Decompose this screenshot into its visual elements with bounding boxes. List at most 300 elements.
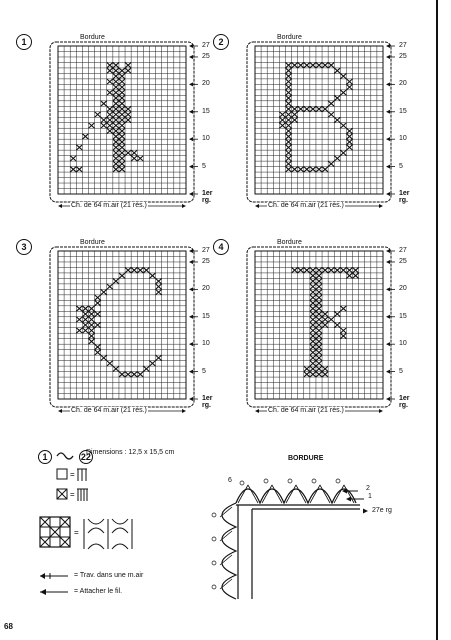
cross-stitch-cell (322, 366, 328, 371)
cross-stitch-cell (334, 117, 340, 122)
cross-stitch-cell (88, 123, 94, 128)
bordure-label: Bordure (80, 239, 105, 246)
cross-stitch-cell (88, 311, 94, 316)
cross-stitch-cell (107, 112, 113, 117)
cross-stitch-cell (82, 328, 88, 333)
cross-stitch-cell (119, 106, 125, 111)
row-label: 1er rg. (202, 190, 213, 204)
row-label: 5 (202, 367, 206, 375)
cross-stitch-cell (310, 106, 316, 111)
cross-stitch-cell (113, 167, 119, 172)
cross-stitch-cell (310, 300, 316, 305)
cross-stitch-cell (285, 79, 291, 84)
cross-stitch-cell (113, 156, 119, 161)
cross-stitch-cell (292, 117, 298, 122)
cross-stitch-cell (304, 366, 310, 371)
row-label: 5 (399, 367, 403, 375)
cross-stitch-cell (310, 311, 316, 316)
cross-stitch-cell (113, 112, 119, 117)
cross-stitch-cell (131, 156, 137, 161)
cross-stitch-cell (285, 156, 291, 161)
cross-stitch-cell (316, 322, 322, 327)
cross-stitch-cell (82, 306, 88, 311)
border-label-2: 2 (366, 485, 370, 492)
bordure-label: Bordure (277, 239, 302, 246)
cross-stitch-cell (88, 328, 94, 333)
cross-stitch-cell (292, 106, 298, 111)
cross-stitch-cell (310, 366, 316, 371)
cross-stitch-cell (310, 344, 316, 349)
cross-stitch-cell (88, 317, 94, 322)
cross-stitch-cell (113, 161, 119, 166)
cross-stitch-cell (119, 139, 125, 144)
cross-stitch-cell (310, 273, 316, 278)
chain-label: Ch. de 64 m.air (21 rés.) (268, 407, 344, 414)
cross-stitch-cell (119, 101, 125, 106)
cross-stitch-cell (340, 150, 346, 155)
cross-stitch-cell (340, 267, 346, 272)
cross-stitch-cell (82, 322, 88, 327)
cross-stitch-cell (316, 317, 322, 322)
cross-stitch-cell (119, 90, 125, 95)
row-label: 25 (202, 257, 210, 265)
cross-stitch-cell (310, 267, 316, 272)
cross-stitch-cell (143, 267, 149, 272)
cross-stitch-cell (340, 306, 346, 311)
row-label: 10 (399, 340, 407, 348)
cross-stitch-cell (113, 145, 119, 150)
cross-stitch-cell (107, 68, 113, 73)
cross-stitch-cell (328, 161, 334, 166)
cross-stitch-cell (298, 106, 304, 111)
cross-stitch-cell (156, 278, 162, 283)
cross-stitch-cell (113, 79, 119, 84)
cross-stitch-cell (125, 112, 131, 117)
svg-text:=: = (74, 528, 79, 537)
cross-stitch-cell (113, 62, 119, 67)
cross-stitch-cell (76, 328, 82, 333)
cross-stitch-cell (119, 145, 125, 150)
cross-stitch-cell (113, 95, 119, 100)
row-label: 27 (202, 42, 210, 49)
cross-stitch-cell (285, 101, 291, 106)
cross-stitch-cell (279, 112, 285, 117)
cross-stitch-cell (285, 95, 291, 100)
cross-stitch-cell (285, 123, 291, 128)
cross-stitch-cell (137, 267, 143, 272)
bordure-label: Bordure (80, 34, 105, 41)
chart-panel-2 (213, 34, 410, 234)
chain-label: Ch. de 64 m.air (21 rés.) (268, 202, 344, 209)
cross-stitch-cell (95, 300, 101, 305)
cross-stitch-cell (334, 68, 340, 73)
cross-stitch-cell (101, 117, 107, 122)
cross-stitch-cell (316, 300, 322, 305)
cross-stitch-cell (292, 62, 298, 67)
cross-stitch-cell (310, 289, 316, 294)
svg-text:=: = (70, 490, 75, 499)
row-label: 27 (399, 42, 407, 49)
cross-stitch-cell (101, 355, 107, 360)
row-label: 25 (202, 52, 210, 60)
row-label: 5 (399, 162, 403, 170)
range-indicator (38, 447, 93, 465)
cross-stitch-cell (310, 278, 316, 283)
cross-stitch-cell (82, 317, 88, 322)
cross-stitch-cell (353, 267, 359, 272)
cross-stitch-cell (316, 372, 322, 377)
cross-stitch-cell (119, 123, 125, 128)
cross-stitch-cell (304, 106, 310, 111)
cross-stitch-cell (322, 167, 328, 172)
cross-stitch-cell (131, 267, 137, 272)
cross-stitch-cell (88, 306, 94, 311)
legend (38, 443, 208, 613)
cross-stitch-cell (107, 117, 113, 122)
cross-stitch-cell (88, 333, 94, 338)
cross-stitch-cell (346, 273, 352, 278)
trav-text: = Trav. dans une m.air (74, 572, 144, 579)
row-label: 10 (202, 340, 210, 348)
cross-stitch-cell (113, 366, 119, 371)
cross-stitch-cell (119, 273, 125, 278)
cross-stitch-cell (119, 73, 125, 78)
cross-stitch-cell (82, 134, 88, 139)
cross-stitch-cell (107, 128, 113, 133)
cross-stitch-cell (310, 333, 316, 338)
cross-stitch-cell (316, 350, 322, 355)
cross-stitch-cell (156, 355, 162, 360)
row-label: 10 (202, 135, 210, 143)
cross-stitch-cell (310, 284, 316, 289)
cross-stitch-cell (113, 90, 119, 95)
cross-stitch-cell (76, 145, 82, 150)
cross-stitch-cell (107, 90, 113, 95)
cross-stitch-cell (346, 145, 352, 150)
cross-stitch-cell (298, 267, 304, 272)
cross-stitch-cell (322, 311, 328, 316)
cross-stitch-cell (322, 372, 328, 377)
cross-stitch-cell (334, 322, 340, 327)
row-label: 25 (399, 52, 407, 60)
cross-stitch-cell (328, 62, 334, 67)
cross-stitch-cell (119, 95, 125, 100)
cross-stitch-cell (353, 273, 359, 278)
cross-stitch-cell (119, 117, 125, 122)
row-label: 20 (399, 80, 407, 88)
cross-stitch-cell (76, 317, 82, 322)
cross-stitch-cell (101, 123, 107, 128)
chart-panel-3 (16, 239, 213, 439)
trav-arrow-icon (38, 571, 70, 581)
cross-stitch-cell (119, 156, 125, 161)
cross-stitch-cell (322, 62, 328, 67)
cross-stitch-cell (119, 150, 125, 155)
cross-stitch-cell (334, 95, 340, 100)
cross-stitch-cell (143, 366, 149, 371)
cross-stitch-cell (88, 339, 94, 344)
row-label: 10 (399, 135, 407, 143)
row-label: 27 (202, 247, 210, 254)
cross-stitch-cell (125, 106, 131, 111)
cross-stitch-cell (113, 117, 119, 122)
cross-stitch-cell (113, 123, 119, 128)
cross-stitch-cell (131, 372, 137, 377)
cross-stitch-cell (310, 339, 316, 344)
cross-stitch-cell (70, 156, 76, 161)
cross-stitch-cell (328, 101, 334, 106)
cross-stitch-cell (292, 112, 298, 117)
cross-stitch-cell (316, 273, 322, 278)
cross-stitch-cell (119, 128, 125, 133)
cross-stitch-cell (304, 62, 310, 67)
cross-stitch-cell (95, 112, 101, 117)
cross-stitch-cell (125, 267, 131, 272)
cross-stitch-cell (316, 333, 322, 338)
cross-stitch-cell (70, 167, 76, 172)
cross-stitch-cell (101, 101, 107, 106)
chart-number: 4 (213, 239, 229, 255)
cross-stitch-cell (279, 123, 285, 128)
cross-stitch-cell (316, 278, 322, 283)
cross-stitch-cell (113, 139, 119, 144)
chain-label: Ch. de 64 m.air (21 rés.) (71, 407, 147, 414)
cross-stitch-cell (119, 134, 125, 139)
cross-stitch-cell (316, 306, 322, 311)
cross-stitch-cell (316, 361, 322, 366)
cross-stitch-cell (113, 84, 119, 89)
row-label: 5 (202, 162, 206, 170)
cross-stitch-cell (149, 361, 155, 366)
cross-stitch-cell (316, 366, 322, 371)
cross-stitch-cell (125, 117, 131, 122)
cross-stitch-cell (156, 289, 162, 294)
cross-stitch-cell (310, 306, 316, 311)
cross-stitch-cell (316, 295, 322, 300)
cross-stitch-cell (334, 267, 340, 272)
cross-stitch-cell (107, 361, 113, 366)
cross-stitch-cell (322, 106, 328, 111)
cross-stitch-cell (340, 333, 346, 338)
cross-stitch-cell (310, 295, 316, 300)
row-label: 15 (399, 107, 407, 115)
cross-stitch-cell (322, 317, 328, 322)
cross-stitch-cell (328, 267, 334, 272)
cross-stitch-cell (285, 84, 291, 89)
cross-stitch-cell (310, 355, 316, 360)
cross-stitch-cell (113, 101, 119, 106)
chart-panel-4 (213, 239, 410, 439)
cross-stitch-cell (149, 273, 155, 278)
cross-stitch-cell (310, 372, 316, 377)
cross-stitch-cell (125, 68, 131, 73)
cross-stitch-cell (95, 295, 101, 300)
cross-stitch-cell (107, 284, 113, 289)
cross-stitch-cell (346, 134, 352, 139)
cross-stitch-cell (285, 62, 291, 67)
cross-stitch-cell (316, 355, 322, 360)
cross-stitch-cell (285, 73, 291, 78)
cross-stitch-cell (107, 79, 113, 84)
cross-stitch-cell (131, 150, 137, 155)
cross-stitch-cell (95, 322, 101, 327)
cross-stitch-cell (285, 145, 291, 150)
cross-stitch-cell (285, 117, 291, 122)
motif-icon (38, 515, 138, 555)
cross-stitch-cell (285, 68, 291, 73)
cross-stitch-cell (285, 134, 291, 139)
cross-stitch-cell (310, 361, 316, 366)
border-stitch-diagram (196, 463, 426, 623)
cross-stitch-cell (285, 128, 291, 133)
cross-stitch-cell (76, 167, 82, 172)
cross-stitch-cell (316, 267, 322, 272)
cross-stitch-cell (119, 372, 125, 377)
cross-stitch-cell (285, 106, 291, 111)
dimensions-text: Dimensions : 12,5 x 15,5 cm (86, 449, 175, 456)
cross-stitch-cell (88, 322, 94, 327)
cross-stitch-cell (119, 68, 125, 73)
cross-stitch-cell (316, 328, 322, 333)
row-label: 20 (202, 80, 210, 88)
cross-stitch-cell (95, 311, 101, 316)
cross-stitch-cell (340, 328, 346, 333)
chain-label: Ch. de 64 m.air (21 rés.) (71, 202, 147, 209)
cross-stitch-cell (346, 84, 352, 89)
chart-number: 1 (16, 34, 32, 50)
cross-stitch-cell (316, 284, 322, 289)
bordure-label: Bordure (277, 34, 302, 41)
cross-stitch-cell (125, 150, 131, 155)
cross-stitch-cell (340, 123, 346, 128)
cross-stitch-cell (328, 317, 334, 322)
cross-stitch-cell (113, 150, 119, 155)
cross-stitch-cell (285, 112, 291, 117)
page-edge-line (436, 0, 438, 640)
cross-stitch-cell (113, 106, 119, 111)
row-label: 1er rg. (399, 190, 410, 204)
row-label: 15 (202, 107, 210, 115)
row-label: 20 (399, 285, 407, 293)
crossed-square-icon (56, 487, 92, 503)
cross-stitch-cell (119, 167, 125, 172)
row-label: 27 (399, 247, 407, 254)
cross-stitch-cell (107, 62, 113, 67)
cross-stitch-cell (279, 117, 285, 122)
chart-number: 2 (213, 34, 229, 50)
cross-stitch-cell (119, 112, 125, 117)
cross-stitch-cell (316, 167, 322, 172)
row-label: 1er rg. (399, 395, 410, 409)
cross-stitch-cell (292, 167, 298, 172)
attach-arrow-icon (38, 587, 70, 597)
cross-stitch-cell (76, 306, 82, 311)
cross-stitch-cell (310, 317, 316, 322)
cross-stitch-cell (95, 344, 101, 349)
cross-stitch-cell (82, 311, 88, 316)
row-label: 15 (399, 312, 407, 320)
cross-stitch-cell (346, 139, 352, 144)
cross-stitch-cell (292, 267, 298, 272)
border-row-label: 27e rg (372, 507, 392, 514)
range-start: 1 (38, 450, 52, 464)
cross-stitch-cell (285, 167, 291, 172)
cross-stitch-cell (285, 139, 291, 144)
cross-stitch-cell (285, 161, 291, 166)
cross-stitch-cell (137, 372, 143, 377)
cross-stitch-cell (119, 79, 125, 84)
cross-stitch-cell (107, 123, 113, 128)
cross-stitch-cell (156, 284, 162, 289)
cross-stitch-cell (137, 156, 143, 161)
cross-stitch-cell (334, 156, 340, 161)
page-number: 68 (4, 622, 13, 631)
cross-stitch-cell (107, 106, 113, 111)
border-diagram (196, 455, 426, 625)
cross-stitch-cell (316, 289, 322, 294)
cross-stitch-cell (334, 311, 340, 316)
cross-stitch-cell (95, 350, 101, 355)
cross-stitch-cell (340, 90, 346, 95)
cross-stitch-cell (113, 128, 119, 133)
cross-stitch-cell (285, 150, 291, 155)
svg-text:=: = (70, 470, 75, 479)
cross-stitch-cell (285, 90, 291, 95)
row-label: 1er rg. (202, 395, 213, 409)
row-label: 15 (202, 312, 210, 320)
chart-number: 3 (16, 239, 32, 255)
cross-stitch-cell (316, 62, 322, 67)
cross-stitch-cell (119, 84, 125, 89)
range-end: 22 (80, 452, 91, 462)
cross-stitch-cell (298, 62, 304, 67)
cross-stitch-cell (316, 339, 322, 344)
row-label: 25 (399, 257, 407, 265)
row-label: 20 (202, 285, 210, 293)
cross-stitch-cell (310, 62, 316, 67)
cross-stitch-cell (304, 372, 310, 377)
border-label-6: 6 (228, 477, 232, 484)
cross-stitch-cell (316, 344, 322, 349)
wave-icon (56, 451, 74, 461)
cross-stitch-cell (310, 322, 316, 327)
cross-stitch-cell (328, 112, 334, 117)
cross-stitch-cell (125, 62, 131, 67)
cross-stitch-cell (316, 311, 322, 316)
cross-stitch-cell (113, 73, 119, 78)
cross-stitch-cell (346, 79, 352, 84)
border-title: BORDURE (288, 455, 324, 462)
cross-stitch-cell (346, 267, 352, 272)
cross-stitch-cell (304, 267, 310, 272)
cross-stitch-cell (346, 128, 352, 133)
cross-stitch-cell (322, 322, 328, 327)
empty-square-icon (56, 467, 92, 483)
cross-stitch-cell (125, 372, 131, 377)
chart-panel-1 (16, 34, 213, 234)
cross-stitch-cell (304, 167, 310, 172)
cross-stitch-cell (113, 134, 119, 139)
cross-stitch-cell (322, 267, 328, 272)
cross-stitch-cell (119, 161, 125, 166)
cross-stitch-cell (340, 73, 346, 78)
border-label-1: 1 (368, 493, 372, 500)
cross-stitch-cell (310, 350, 316, 355)
cross-stitch-cell (113, 278, 119, 283)
cross-stitch-cell (101, 289, 107, 294)
attach-text: = Attacher le fil. (74, 588, 123, 595)
cross-stitch-cell (298, 167, 304, 172)
